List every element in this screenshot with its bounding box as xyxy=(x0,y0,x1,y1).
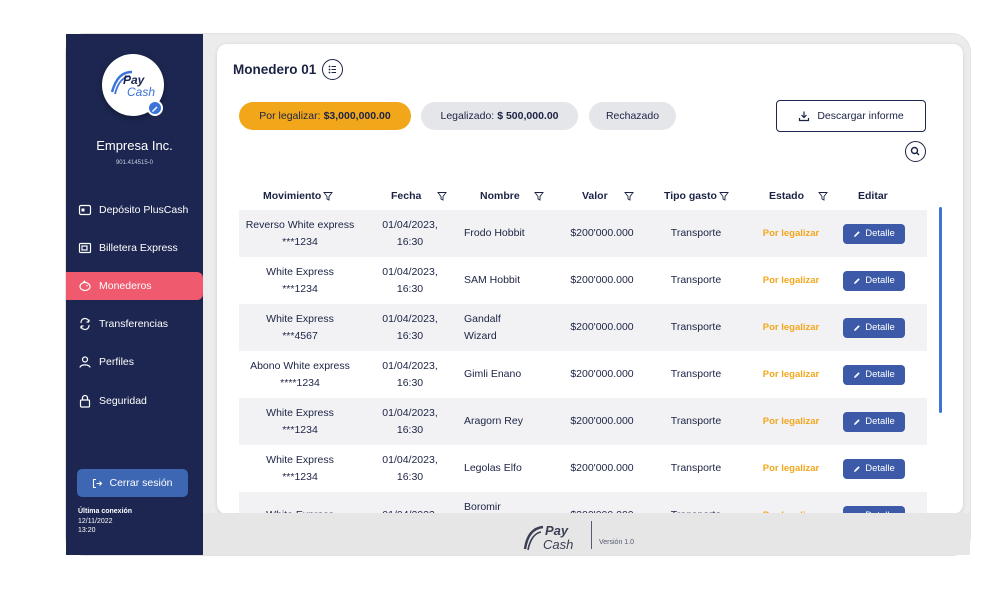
status-badge: Por legalizar xyxy=(762,275,820,286)
column-header-label: Valor xyxy=(582,190,608,202)
status-badge: Por legalizar xyxy=(762,416,820,427)
footer-divider xyxy=(591,521,592,549)
legalized-label: Legalizado: xyxy=(440,110,495,122)
cell-editar xyxy=(843,257,905,304)
cell-nombre: Gimli Enano xyxy=(464,368,522,380)
wallet-card xyxy=(217,44,963,514)
detail-button[interactable]: Detalle xyxy=(843,459,905,479)
sidebar-item-seguridad[interactable] xyxy=(66,387,203,415)
company-id: 901.414515-0 xyxy=(115,160,154,166)
sidebar-item-billetera-express[interactable] xyxy=(66,234,203,262)
column-header-label: Estado xyxy=(769,190,805,202)
logo-text-pay: Pay xyxy=(123,73,145,87)
deposit-icon xyxy=(78,203,92,217)
sidebar-item-label: Perfiles xyxy=(99,356,135,368)
sidebar-item-label: Transferencias xyxy=(99,318,169,330)
footer-logo-cash: Cash xyxy=(543,537,574,552)
filter-legalized-pill[interactable] xyxy=(421,102,578,130)
sidebar-item-label: Seguridad xyxy=(99,395,147,407)
status-badge: Por legalizar xyxy=(762,463,820,474)
last-connection-label: Última conexión xyxy=(78,508,133,515)
column-header-movimiento[interactable] xyxy=(263,190,333,202)
detail-button[interactable]: Detalle xyxy=(843,412,905,432)
last-connection-time: 13:20 xyxy=(78,527,96,534)
cell-valor: $200'000.000 xyxy=(570,227,634,239)
table-row xyxy=(239,304,927,351)
sidebar xyxy=(66,34,203,555)
pencil-icon xyxy=(853,418,861,426)
pending-amount: $3,000,000.00 xyxy=(323,110,391,122)
filter-icon[interactable] xyxy=(437,191,447,201)
cell-movimiento: White Express ***4567 xyxy=(266,312,334,342)
cell-tipo-gasto: Transporte xyxy=(670,227,722,239)
edit-logo-icon[interactable] xyxy=(147,100,163,116)
footer-logo xyxy=(521,519,587,553)
table-row xyxy=(239,398,927,445)
cell-movimiento: White Express ***1234 xyxy=(266,453,334,483)
column-header-label: Movimiento xyxy=(263,190,322,202)
sidebar-item-label: Depósito PlusCash xyxy=(99,204,189,216)
detail-button[interactable]: Detalle xyxy=(843,224,905,244)
detail-button[interactable]: Detalle xyxy=(843,365,905,385)
transactions-table-body xyxy=(239,210,927,513)
cell-fecha: 01/04/2023, 16:30 xyxy=(382,453,438,483)
cell-tipo-gasto: Transporte xyxy=(670,321,722,333)
legalized-amount: $ 500,000.00 xyxy=(497,110,559,122)
filter-icon[interactable] xyxy=(818,191,828,201)
download-report-button[interactable] xyxy=(776,100,926,132)
filter-pending-pill[interactable] xyxy=(239,102,411,130)
pencil-icon xyxy=(853,324,861,332)
cell-tipo-gasto: Transporte xyxy=(670,462,722,474)
cell-valor: $200'000.000 xyxy=(570,415,634,427)
cell-nombre: Frodo Hobbit xyxy=(464,227,525,239)
cell-tipo-gasto: Transporte xyxy=(670,415,722,427)
cell-tipo-gasto: Transporte xyxy=(670,274,722,286)
pencil-icon xyxy=(853,371,861,379)
rejected-label: Rechazado xyxy=(605,110,660,122)
page-title: Monedero 01 xyxy=(233,62,317,77)
filter-icon[interactable] xyxy=(534,191,544,201)
cell-editar xyxy=(843,304,905,351)
status-badge: Por legalizar xyxy=(762,322,820,333)
column-header-label: Nombre xyxy=(480,190,520,202)
cell-valor: $200'000.000 xyxy=(570,368,634,380)
search-icon[interactable] xyxy=(905,141,926,162)
logout-icon xyxy=(92,478,103,489)
company-name: Empresa Inc. xyxy=(96,138,173,153)
sidebar-item-deposito-pluscash[interactable] xyxy=(66,196,203,224)
column-header-label: Tipo gasto xyxy=(664,190,717,202)
column-header-label: Editar xyxy=(858,190,888,202)
footer-logo-pay: Pay xyxy=(545,523,569,538)
detail-button[interactable]: Detalle xyxy=(843,271,905,291)
cell-editar xyxy=(843,351,905,398)
footer xyxy=(203,513,970,555)
download-label: Descargar informe xyxy=(817,110,904,122)
wallet-icon xyxy=(78,241,92,255)
column-header-fecha[interactable] xyxy=(391,190,447,202)
logout-label: Cerrar sesión xyxy=(109,477,173,489)
cell-valor: $200'000.000 xyxy=(570,321,634,333)
cell-movimiento: White Express ***1234 xyxy=(266,406,334,436)
cell-fecha: 01/04/2023, 16:30 xyxy=(382,218,438,248)
list-icon[interactable] xyxy=(322,59,343,80)
column-header-nombre[interactable] xyxy=(480,190,544,202)
cell-movimiento: White Express ***1234 xyxy=(266,265,334,295)
version-label: Versión 1.0 xyxy=(599,539,635,546)
column-header-valor[interactable] xyxy=(582,190,634,202)
filter-icon[interactable] xyxy=(624,191,634,201)
app-window xyxy=(66,34,970,555)
last-connection-date: 12/11/2022 xyxy=(78,517,113,525)
table-scrollbar[interactable] xyxy=(939,207,942,413)
pencil-icon xyxy=(853,230,861,238)
status-badge: Por legalizar xyxy=(762,369,820,380)
user-icon xyxy=(78,355,92,369)
cell-movimiento: Reverso White express ***1234 xyxy=(245,218,355,248)
table-row xyxy=(239,351,927,398)
filter-icon[interactable] xyxy=(719,191,729,201)
filter-icon[interactable] xyxy=(323,191,333,201)
filter-rejected-pill[interactable] xyxy=(589,102,676,130)
lock-icon xyxy=(78,394,92,408)
download-icon xyxy=(798,110,810,122)
table-row xyxy=(239,445,927,492)
cell-fecha: 01/04/2023, 16:30 xyxy=(382,312,438,342)
piggy-bank-icon xyxy=(78,279,92,293)
cell-nombre: Aragorn Rey xyxy=(464,415,523,427)
pencil-icon xyxy=(853,465,861,473)
cell-editar xyxy=(843,210,905,257)
transfer-arrows-icon xyxy=(78,317,92,331)
cell-nombre: Boromir xyxy=(464,500,501,513)
status-badge: Por legalizar xyxy=(762,228,820,239)
cell-fecha: 01/04/2023, 16:30 xyxy=(382,359,438,389)
cell-nombre: SAM Hobbit xyxy=(464,274,521,286)
cell-editar xyxy=(843,398,905,445)
column-header-estado[interactable] xyxy=(769,190,828,202)
cell-valor: $200'000.000 xyxy=(570,462,634,474)
cell-nombre: Gandalf Wizard xyxy=(464,312,501,342)
pending-label: Por legalizar: xyxy=(259,110,321,122)
cell-valor: $200'000.000 xyxy=(570,274,634,286)
detail-button[interactable]: Detalle xyxy=(843,318,905,338)
column-header-tipo-gasto[interactable] xyxy=(664,190,729,202)
cell-fecha: 01/04/2023, 16:30 xyxy=(382,406,438,436)
cell-fecha: 01/04/2023, 16:30 xyxy=(382,265,438,295)
sidebar-item-monederos[interactable] xyxy=(66,272,203,300)
last-connection xyxy=(78,507,132,536)
column-header-label: Fecha xyxy=(391,190,422,202)
table-row xyxy=(239,210,927,257)
pencil-icon xyxy=(853,277,861,285)
cell-tipo-gasto: Transporte xyxy=(670,368,722,380)
cell-movimiento: Abono White express ****1234 xyxy=(250,359,350,389)
sidebar-item-label: Monederos xyxy=(99,280,152,292)
column-header-editar xyxy=(858,190,888,202)
logo-text-cash: Cash xyxy=(127,85,156,99)
cell-editar xyxy=(843,445,905,492)
sidebar-item-transferencias[interactable] xyxy=(66,310,203,338)
cell-nombre: Legolas Elfo xyxy=(464,462,522,474)
logout-button[interactable] xyxy=(77,469,188,497)
table-row xyxy=(239,257,927,304)
sidebar-item-label: Billetera Express xyxy=(99,242,178,254)
sidebar-item-perfiles[interactable] xyxy=(66,348,203,376)
